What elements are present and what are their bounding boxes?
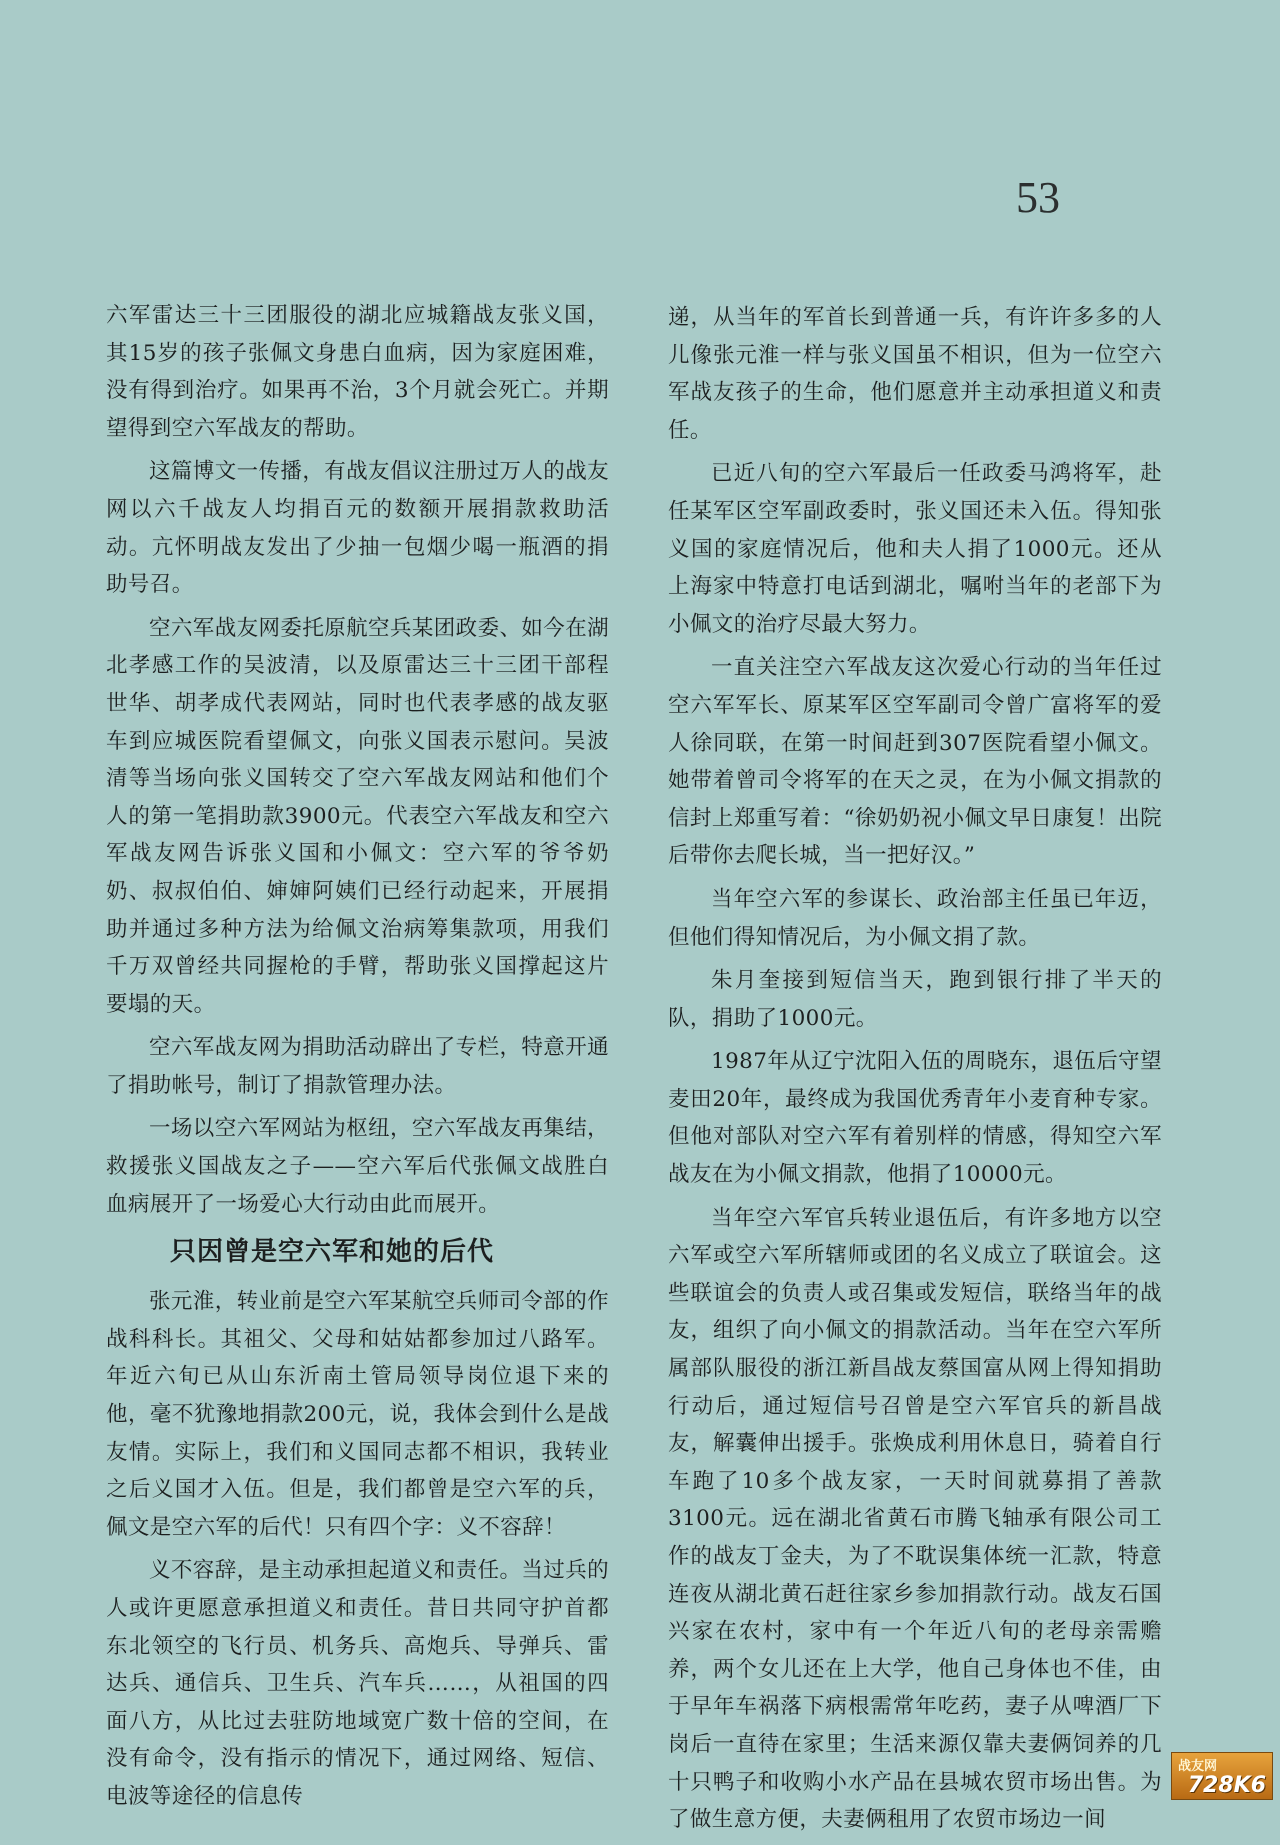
- paragraph: 一直关注空六军战友这次爱心行动的当年任过空六军军长、原某军区空军副司令曾广富将军的爱人徐同联，在第一时间赶到307医院看望小佩文。她带着曾司令将军的在天之灵，在为小佩文捐款的信封上郑重写着：“徐奶奶祝小佩文早日康复！出院后带你去爬长城，当一把好汉。”: [668, 655, 1162, 869]
- paragraph: 六军雷达三十三团服役的湖北应城籍战友张义国，其15岁的孩子张佩文身患白血病，因为家庭困难，没有得到治疗。如果再不治，3个月就会死亡。并期望得到空六军战友的帮助。: [106, 303, 609, 441]
- paragraph: 朱月奎接到短信当天，跑到银行排了半天的队，捐助了1000元。: [668, 968, 1162, 1031]
- paragraph: 一场以空六军网站为枢纽，空六军战友再集结，救援张义国战友之子——空六军后代张佩文战胜白血病展开了一场爱心大行动由此而展开。: [106, 1116, 609, 1217]
- paragraph: 递，从当年的军首长到普通一兵，有许许多多的人儿像张元淮一样与张义国虽不相识，但为一位空六军战友孩子的生命，他们愿意并主动承担道义和责任。: [668, 305, 1162, 443]
- watermark-site-code: 728K6: [1187, 1773, 1266, 1798]
- page-number: 53: [1016, 173, 1060, 222]
- left-column: [106, 297, 609, 1822]
- paragraph: 义不容辞，是主动承担起道义和责任。当过兵的人或许更愿意承担道义和责任。昔日共同守护首都东北领空的飞行员、机务兵、高炮兵、导弹兵、雷达兵、通信兵、卫生兵、汽车兵……，从祖国的四面八方，从比过去驻防地域宽广数十倍的空间，在没有命令，没有指示的情况下，通过网络、短信、电波等途径的信息传: [106, 1558, 609, 1809]
- section-title: 只因曾是空六军和她的后代: [170, 1237, 495, 1268]
- paragraph: 1987年从辽宁沈阳入伍的周晓东，退伍后守望麦田20年，最终成为我国优秀青年小麦育种专家。但他对部队对空六军有着别样的情感，得知空六军战友在为小佩文捐款，他捐了10000元。: [668, 1049, 1162, 1188]
- paragraph: 当年空六军官兵转业退伍后，有许多地方以空六军或空六军所辖师或团的名义成立了联谊会。这些联谊会的负责人或召集或发短信，联络当年的战友，组织了向小佩文的捐款活动。当年在空六军所属部队服役的浙江新昌战友蔡国富从网上得知捐助行动后，通过短信号召曾是空六军官兵的新昌战友，解囊伸出援手。张焕成利用休息日，骑着自行车跑了10多个战友家，一天时间就募捐了善款3100元。远在湖北省黄石市腾飞轴承有限公司工作的战友丁金夫，为了不耽误集体统一汇款，特意连夜从湖北黄石赶往家乡参加捐款行动。战友石国兴家在农村，家中有一个年近八旬的老母亲需赡养，两个女儿还在上大学，他自己身体也不佳，由于早年车祸落下病根需常年吃药，妻子从啤酒厂下岗后一直待在家里；生活来源仅靠夫妻俩饲养的几十只鸭子和收购小水产品在县城农贸市场出售。为了做生意方便，夫妻俩租用了农贸市场边一间: [668, 1205, 1162, 1833]
- paragraph: 张元淮，转业前是空六军某航空兵师司令部的作战科科长。其祖父、父母和姑姑都参加过八路军。年近六旬已从山东沂南土管局领导岗位退下来的他，毫不犹豫地捐款200元，说，我体会到什么是战友情。实际上，我们和义国同志都不相识，我转业之后义国才入伍。但是，我们都曾是空六军的兵，佩文是空六军的后代！只有四个字：义不容辞！: [106, 1289, 609, 1540]
- right-column: [668, 299, 1162, 1845]
- watermark-site-name: 战友网: [1178, 1759, 1218, 1774]
- paragraph: 这篇博文一传播，有战友倡议注册过万人的战友网以六千战友人均捐百元的数额开展捐款救助活动。亢怀明战友发出了少抽一包烟少喝一瓶酒的捐助号召。: [106, 459, 609, 598]
- paragraph: 已近八旬的空六军最后一任政委马鸿将军，赴任某军区空军副政委时，张义国还未入伍。得知张义国的家庭情况后，他和夫人捐了1000元。还从上海家中特意打电话到湖北，嘱咐当年的老部下为小佩文的治疗尽最大努力。: [668, 461, 1162, 637]
- paragraph: 空六军战友网委托原航空兵某团政委、如今在湖北孝感工作的吴波清，以及原雷达三十三团干部程世华、胡孝成代表网站，同时也代表孝感的战友驱车到应城医院看望佩文，向张义国表示慰问。吴波清等当场向张义国转交了空六军战友网站和他们个人的第一笔捐助款3900元。代表空六军战友和空六军战友网告诉张义国和小佩文：空六军的爷爷奶奶、叔叔伯伯、婶婶阿姨们已经行动起来，开展捐助并通过多种方法为给佩文治病筹集款项，用我们千万双曾经共同握枪的手臂，帮助张义国撑起这片要塌的天。: [106, 615, 609, 1017]
- paragraph: 空六军战友网为捐助活动辟出了专栏，特意开通了捐助帐号，制订了捐款管理办法。: [106, 1035, 609, 1098]
- watermark-logo: [1171, 1752, 1273, 1800]
- paragraph: 当年空六军的参谋长、政治部主任虽已年迈，但他们得知情况后，为小佩文捐了款。: [668, 886, 1162, 950]
